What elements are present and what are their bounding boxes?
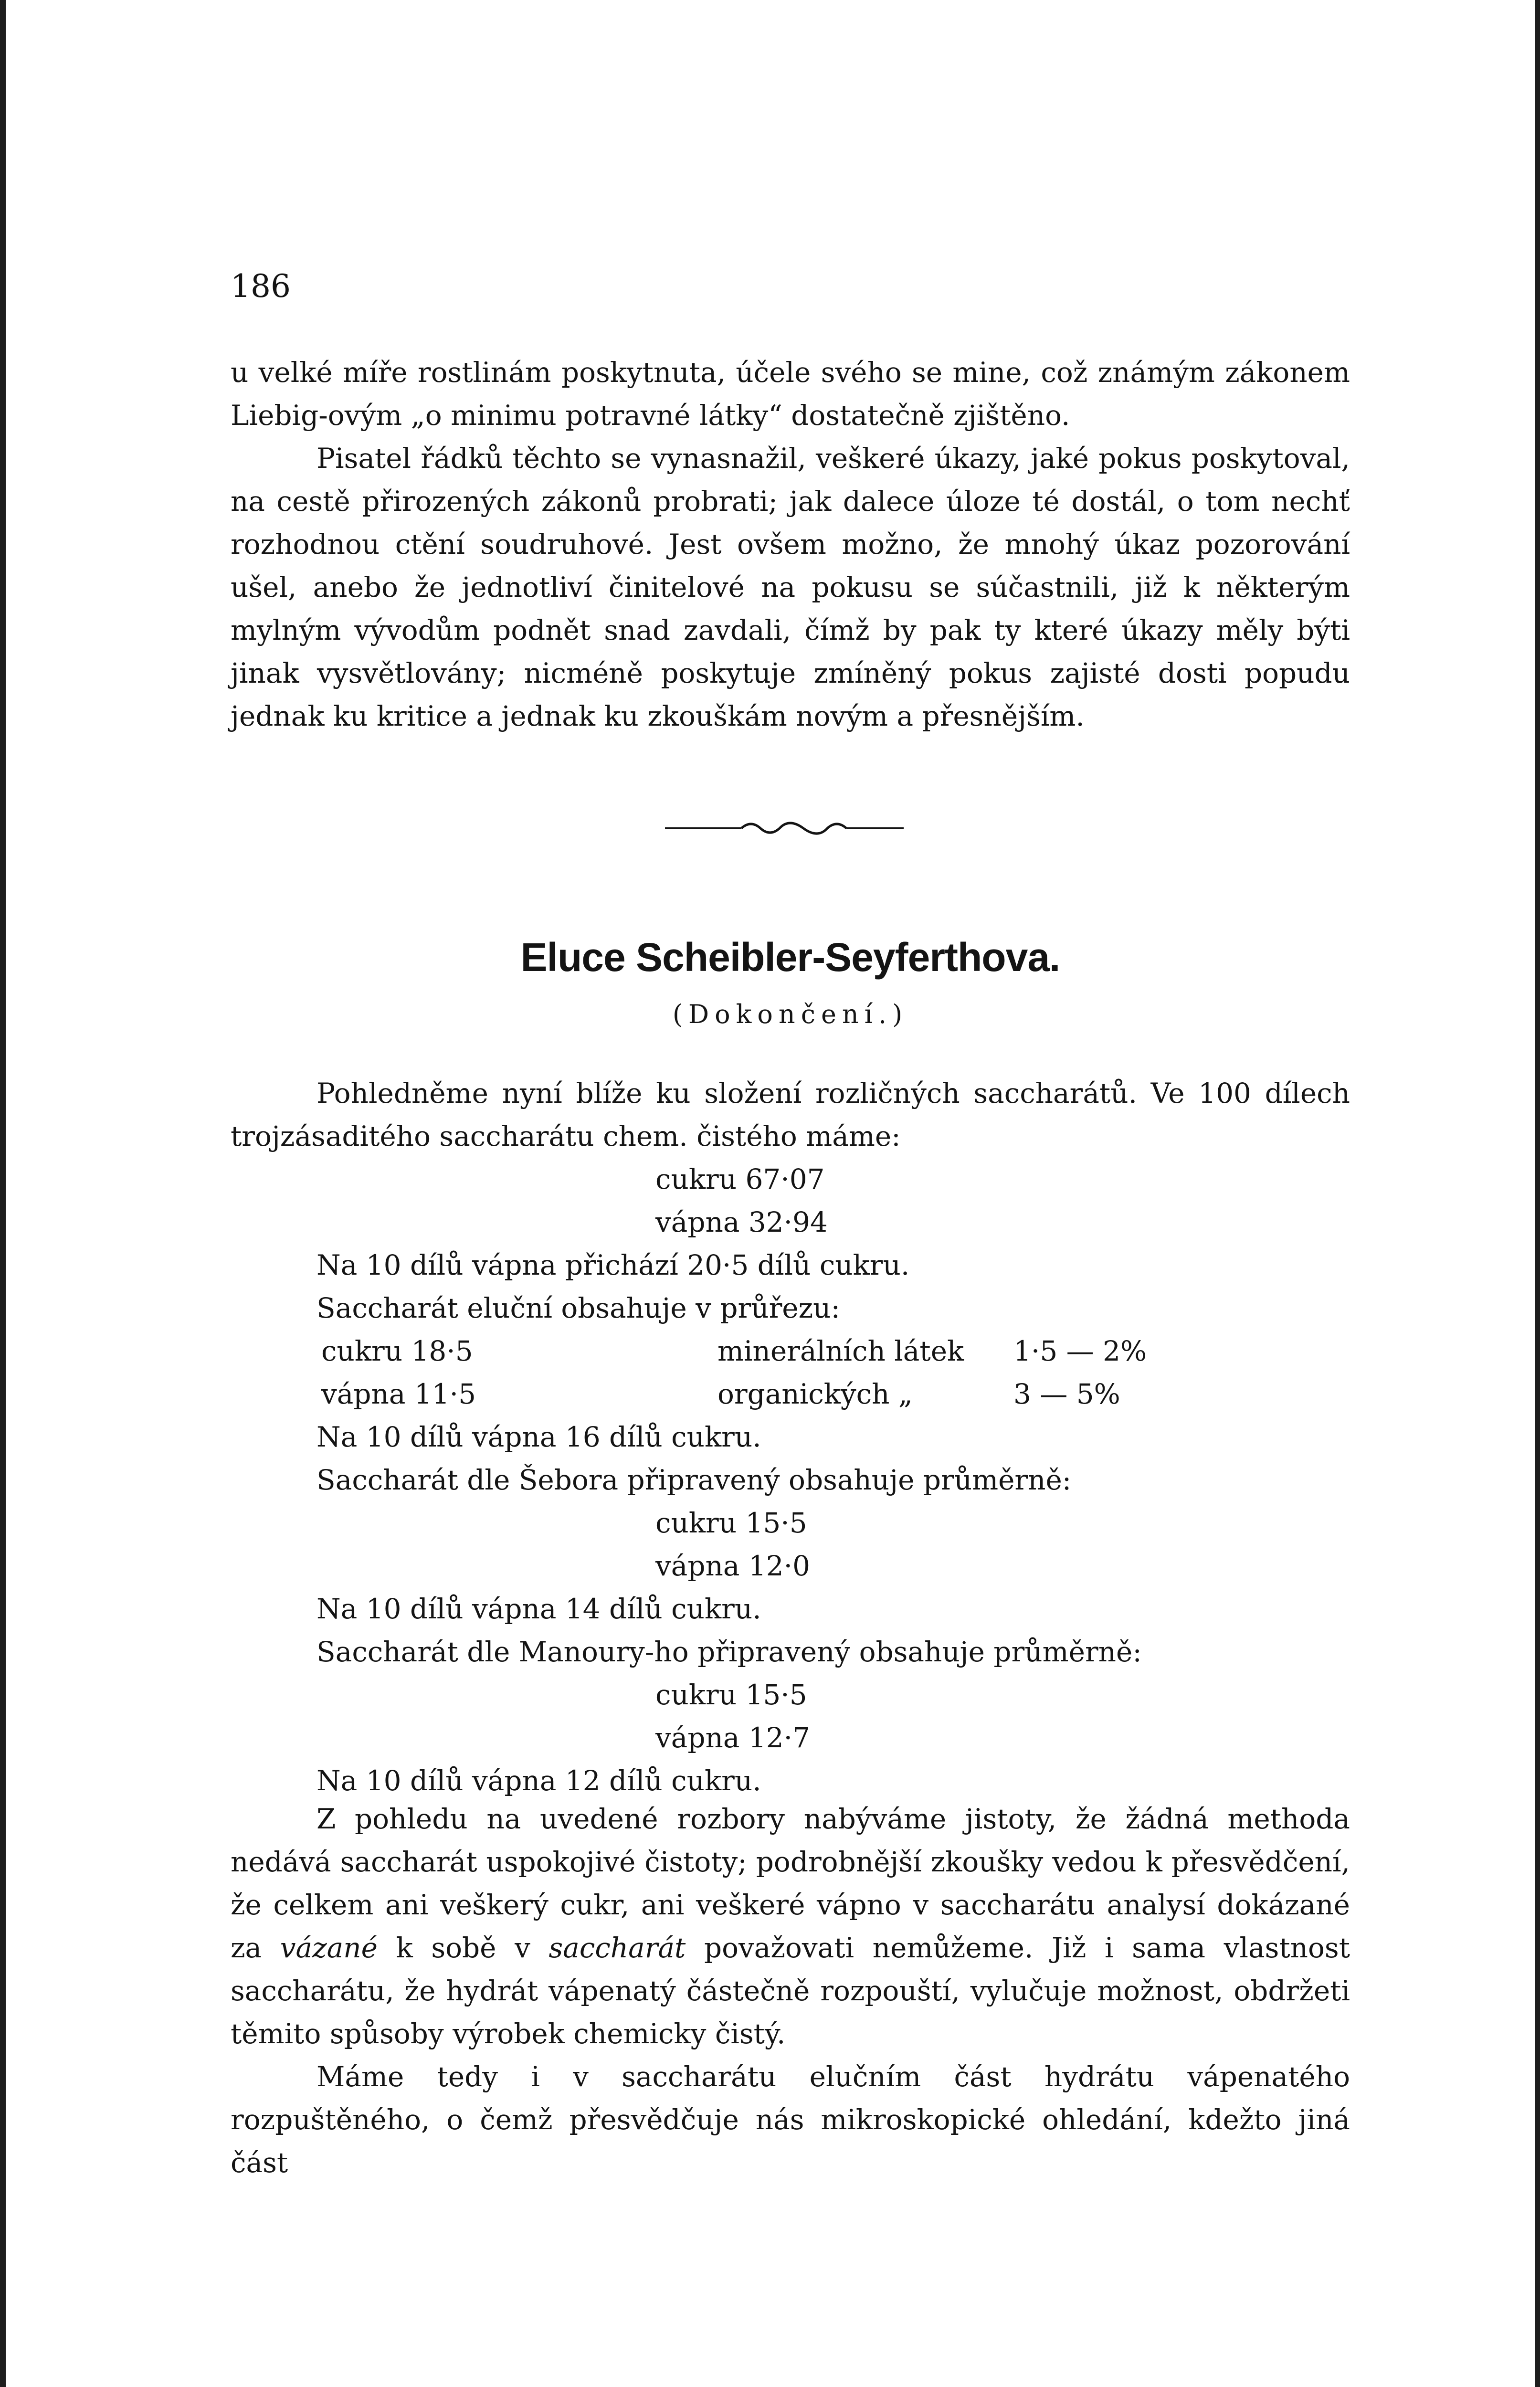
scan-edge-left — [0, 0, 6, 2387]
conclusion-text-3: považovati nemůžeme. Již i sama vlastnost saccharátu, že hydrát vápenatý částečně rozpouští, vylučuje možnost, obdržeti těmito spůsoby výrobek chemicky čistý. — [231, 1932, 1350, 2050]
page-number: 186 — [231, 268, 291, 305]
sebor-heading: Saccharát dle Šebora připravený obsahuje průměrně: — [316, 1464, 1072, 1496]
elucni-row-1 — [231, 1330, 1350, 1373]
elucni-mineral-range: 1·5 — 2% — [1013, 1335, 1147, 1367]
elucni-heading: Saccharát eluční obsahuje v průřezu: — [316, 1292, 841, 1324]
article-title: Eluce Scheibler-Seyferthova. — [520, 935, 1060, 980]
scan-edge-right — [1535, 0, 1540, 2387]
trojzasadity-vapna: vápna 32·94 — [655, 1206, 828, 1238]
sebor-ratio: Na 10 dílů vápna 14 dílů cukru. — [316, 1593, 761, 1625]
book-page — [231, 0, 1350, 2387]
conclusion-emphasis-vazane: vázané — [280, 1932, 378, 1964]
conclusion-paragraph — [231, 1797, 1350, 2055]
elucni-mineral-label: minerálních látek — [717, 1335, 964, 1367]
ornament-divider-icon — [660, 812, 908, 845]
conclusion-text-2: k sobě v — [377, 1932, 549, 1964]
manoury-heading: Saccharát dle Manoury-ho připravený obsahuje průměrně: — [316, 1636, 1142, 1668]
trojzasadity-ratio: Na 10 dílů vápna přichází 20·5 dílů cukru. — [316, 1249, 910, 1281]
sebor-cukru: cukru 15·5 — [655, 1507, 807, 1539]
article-subtitle: (Dokončení.) — [672, 999, 908, 1029]
elucni-vapna: vápna 11·5 — [321, 1378, 476, 1410]
elucni-organic-range: 3 — 5% — [1013, 1378, 1120, 1410]
sebor-vapna: vápna 12·0 — [655, 1550, 810, 1582]
conclusion-section — [231, 1797, 1350, 2184]
trojzasadity-cukru: cukru 67·07 — [655, 1163, 825, 1195]
conclusion-text-1: Z pohledu na uvedené rozbory nabýváme jistoty, že žádná methoda nedává saccharát uspokojivé čistoty; podrobnější zkoušky vedou k přesvědčení, že celkem ani veškerý cukr, ani veškeré vápno v saccharátu analysí dokázané za — [231, 1803, 1350, 1964]
intro-text: Pohledněme nyní blíže ku složení rozličných saccharátů. Ve 100 dílech trojzásaditého saccharátu chem. čistého máme: — [231, 1077, 1350, 1152]
elucni-cukru: cukru 18·5 — [321, 1335, 473, 1367]
manoury-ratio: Na 10 dílů vápna 12 dílů cukru. — [316, 1764, 761, 1797]
manoury-cukru: cukru 15·5 — [655, 1679, 807, 1711]
paragraph-author-note: Pisatel řádků těchto se vynasnažil, veškeré úkazy, jaké pokus poskytoval, na cestě přirozených zákonů probrati; jak dalece úloze té dostál, o tom nechť rozhodnou ctění soudruhové. Jest ovšem možno, že mnohý úkaz pozorování ušel, anebo že jednotliví činitelové na pokusu se súčastnili, již k některým mylným vývodům podnět snad zavdali, čímž by pak ty které úkazy měly býti jinak vysvětlovány; nicméně poskytuje zmíněný pokus zajisté dosti popudu jednak ku kritice a jednak ku zkouškám novým a přesnějším. — [231, 442, 1350, 732]
paragraph-end: u velké míře rostlinám poskytnuta, účele svého se mine, což známým zákonem Liebig-ovým „o minimu potravné látky“ dostatečně zjištěno. — [231, 356, 1350, 432]
elucni-ratio: Na 10 dílů vápna 16 dílů cukru. — [316, 1421, 761, 1453]
intro-paragraph — [231, 1072, 1350, 1158]
final-paragraph: Máme tedy i v saccharátu elučním část hydrátu vápenatého rozpuštěného, o čemž přesvědčuje nás mikroskopické ohledání, kdežto jiná část — [231, 2060, 1350, 2179]
manoury-vapna: vápna 12·7 — [655, 1722, 810, 1754]
continued-paragraph — [231, 351, 1350, 738]
elucni-row-2 — [231, 1373, 1350, 1415]
conclusion-emphasis-saccharat: saccharát — [548, 1932, 686, 1964]
elucni-organic-label: organických „ — [717, 1378, 913, 1410]
